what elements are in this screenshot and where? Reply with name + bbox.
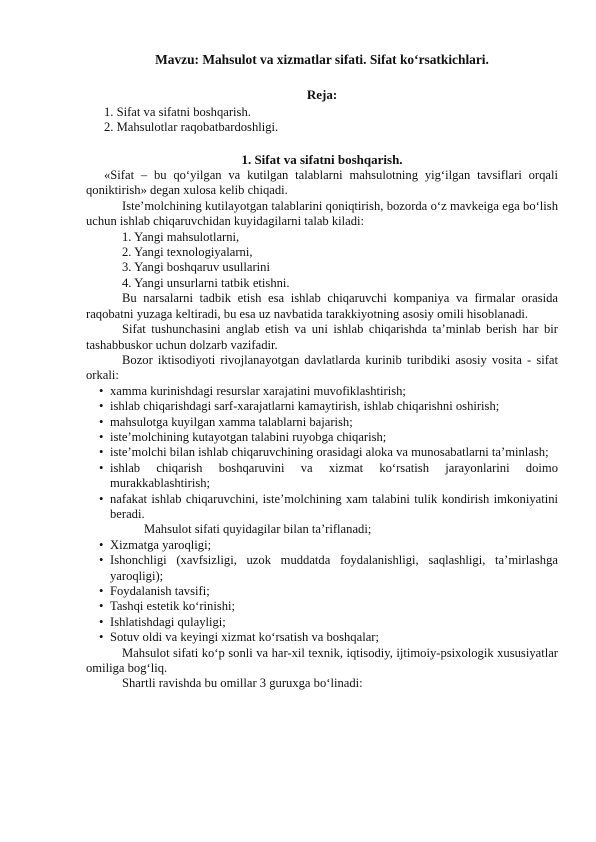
plan-item: 2. Mahsulotlar raqobatbardoshligi. — [104, 120, 279, 135]
bullet-icon: • — [99, 429, 104, 444]
numbered-list — [86, 230, 558, 292]
bullet-icon: • — [99, 414, 104, 429]
bullet-text: xamma kurinishdagi resurslar xarajatini muvofiklashtirish; — [110, 383, 406, 398]
bullet-item — [86, 384, 558, 399]
bullet-item — [86, 615, 558, 630]
bullet-item — [86, 538, 558, 553]
bullet-text: nafakat ishlab chiqaruvchini, iste’molchining xam talabini tulik kondirish imkoniyatini beradi. — [110, 491, 558, 521]
bullet-text: Ishonchligi (xavfsizligi, uzok muddatda foydalanishligi, saqlashligi, ta’mirlashga yaroqligi); — [110, 553, 558, 583]
numbered-item: 4. Yangi unsurlarni tatbik etishni. — [122, 275, 290, 290]
bullet-icon: • — [99, 599, 104, 614]
bullet-icon: • — [99, 614, 104, 629]
plan-list — [86, 105, 558, 136]
bullet-list — [86, 384, 558, 523]
bullet-text: ishlab chiqarish boshqaruvini va xizmat ko‘rsatish jarayonlarini doimo murakkablashtirish; — [110, 460, 558, 491]
bullet-item — [86, 461, 558, 492]
paragraph: Iste’molchining kutilayotgan talablarini qoniqtirish, bozorda o‘z mavkeiga ega bo‘lish uchun ishlab chiqaruvchidan kuyidagilarni talab kiladi: — [86, 198, 558, 229]
bullet-text: Sotuv oldi va keyingi xizmat ko‘rsatish va boshqalar; — [110, 630, 379, 645]
bullet-icon: • — [99, 399, 104, 414]
paragraph: «Sifat – bu qo‘yilgan va kutilgan talablarni mahsulotning yig‘ilgan tavsiflari orqali qoniktirish» degan xulosa kelib chiqadi. — [86, 168, 558, 198]
bullet-item — [86, 415, 558, 430]
paragraph: Bu narsalarni tadbik etish esa ishlab chiqaruvchi kompaniya va firmalar orasida raqobatni yuzaga keltiradi, bu esa uz navbatida tarakkiyotning asosiy omili hisoblanadi. — [86, 291, 558, 321]
bullet-item — [86, 553, 558, 584]
bullet-text: ishlab chiqarishdagi sarf-xarajatlarni kamaytirish, ishlab chiqarishni oshirish; — [110, 399, 500, 414]
bullet-text: mahsulotga kuyilgan xamma talablarni bajarish; — [110, 414, 353, 429]
section-title: 1. Sifat va sifatni boshqarish. — [241, 151, 403, 167]
paragraph: Bozor iktisodiyoti rivojlanayotgan davlatlarda kurinib turibdiki asosiy vosita - sifat orkali: — [86, 352, 558, 383]
bullet-icon: • — [99, 445, 104, 460]
bullet-icon: • — [99, 491, 104, 506]
bullet-list — [86, 538, 558, 646]
plan-heading: Reja: — [306, 87, 338, 103]
paragraph: Mahsulot sifati ko‘p sonli va har-xil texnik, iqtisodiy, ijtimoiy-psixologik xususiyatlar omiliga bog‘liq. — [86, 645, 558, 676]
bullet-item — [86, 599, 558, 614]
bullet-item — [86, 430, 558, 445]
bullet-item — [86, 399, 558, 414]
bullet-text: Foydalanish tavsifi; — [110, 584, 210, 598]
bullet-item — [86, 584, 558, 599]
document-title: Mavzu: Mahsulot va xizmatlar sifati. Sifat ko‘rsatkichlari. — [155, 52, 489, 67]
bullet-text: Tashqi estetik ko‘rinishi; — [110, 599, 236, 614]
bullet-icon: • — [99, 584, 104, 598]
bullet-item — [86, 630, 558, 645]
bullet-icon: • — [99, 630, 104, 645]
bullet-icon: • — [99, 460, 104, 475]
bullet-text: iste’molchining kutayotgan talabini ruyobga chiqarish; — [110, 429, 387, 444]
sub-heading: Mahsulot sifati quyidagilar bilan ta’riflanadi; — [144, 522, 372, 537]
plan-item: 1. Sifat va sifatni boshqarish. — [104, 104, 251, 119]
numbered-item: 2. Yangi texnologiyalarni, — [122, 245, 253, 260]
bullet-icon: • — [99, 383, 104, 398]
numbered-item: 3. Yangi boshqaruv usullarini — [122, 260, 270, 275]
bullet-icon: • — [99, 537, 104, 552]
bullet-text: Ishlatishdagi qulayligi; — [110, 614, 226, 629]
bullet-text: iste’molchi bilan ishlab chiqaruvchining orasidagi aloka va munosabatlarni ta’minlash; — [110, 445, 549, 460]
bullet-icon: • — [99, 553, 104, 568]
bullet-item — [86, 445, 558, 460]
bullet-item — [86, 492, 558, 523]
bullet-text: Xizmatga yaroqligi; — [110, 537, 212, 552]
paragraph: Sifat tushunchasini anglab etish va uni ishlab chiqarishda ta’minlab berish har bir tashabbuskor uchun dolzarb vazifadir. — [86, 322, 558, 352]
numbered-item: 1. Yangi mahsulotlarni, — [122, 229, 240, 244]
paragraph: Shartli ravishda bu omillar 3 guruxga bo‘linadi: — [122, 676, 363, 691]
